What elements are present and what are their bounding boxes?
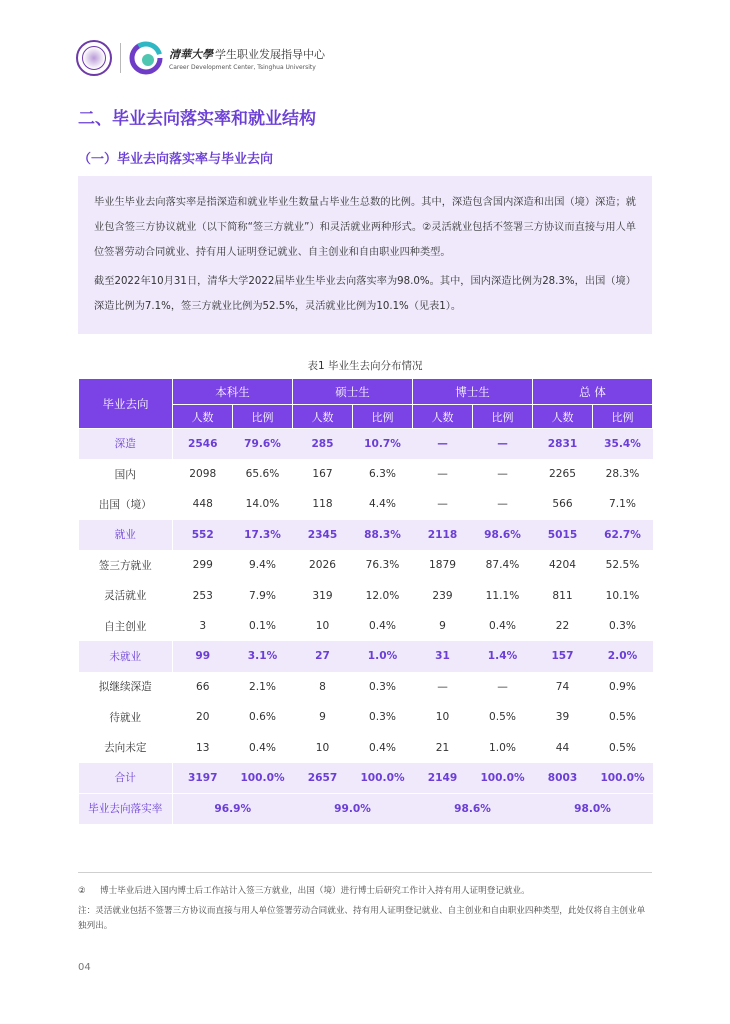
group-header: 硕士生 <box>293 379 413 405</box>
logo-english-name: Career Development Center, Tsinghua University <box>169 63 316 71</box>
count-cell: 157 <box>533 641 593 671</box>
row-label: 去向未定 <box>79 732 173 762</box>
percent-cell: 0.1% <box>249 620 276 633</box>
count-cell: 8003 <box>533 763 593 793</box>
percent-cell: 9.4% <box>249 559 276 572</box>
header-divider <box>120 43 121 73</box>
count-cell: 285 <box>293 429 353 459</box>
percent-cell: 10.1% <box>605 589 640 602</box>
percent-cell: 62.7% <box>593 520 653 550</box>
sub-header: 人数 <box>533 405 593 429</box>
percent-cell: 2.1% <box>249 680 276 693</box>
logo-center-name: 学生职业发展指导中心 <box>215 47 325 61</box>
count-cell: 167 <box>312 468 333 481</box>
count-cell: 5015 <box>533 520 593 550</box>
percent-cell: — <box>497 680 508 693</box>
destination-table <box>78 378 653 824</box>
count-cell: — <box>437 468 448 481</box>
page-number: 04 <box>78 962 91 973</box>
count-cell: 2026 <box>309 559 336 572</box>
percent-cell: 4.4% <box>369 498 396 511</box>
intro-box <box>78 176 652 334</box>
percent-cell: 17.3% <box>233 520 293 550</box>
group-header: 总 体 <box>533 379 653 405</box>
percent-cell: 0.4% <box>369 620 396 633</box>
percent-cell: 0.3% <box>609 620 636 633</box>
count-cell: 8 <box>319 680 326 693</box>
percent-cell: 0.3% <box>369 711 396 724</box>
count-cell: 2831 <box>533 429 593 459</box>
count-cell: 2118 <box>413 520 473 550</box>
count-cell: 99 <box>173 641 233 671</box>
count-cell: 448 <box>192 498 213 511</box>
count-cell: 20 <box>196 711 210 724</box>
table-row <box>79 520 653 550</box>
footnote-marker: 注： <box>78 906 96 916</box>
count-cell: 253 <box>192 589 213 602</box>
subsection-title: （一）毕业去向落实率与毕业去向 <box>78 152 274 167</box>
count-cell: — <box>437 680 448 693</box>
percent-cell: 52.5% <box>605 559 640 572</box>
percent-cell: 12.0% <box>365 589 400 602</box>
row-label: 毕业去向落实率 <box>79 793 173 823</box>
percent-cell: 88.3% <box>353 520 413 550</box>
count-cell: 299 <box>192 559 213 572</box>
percent-cell: 28.3% <box>605 468 640 481</box>
count-cell: — <box>437 498 448 511</box>
table-row <box>79 763 653 793</box>
count-cell: 811 <box>552 589 573 602</box>
footnote-1 <box>78 884 652 899</box>
percent-cell: 1.4% <box>473 641 533 671</box>
footnote-text: 灵活就业包括不签署三方协议而直接与用人单位签署劳动合同就业、持有用人证明登记就业、自主创业和自由职业四种类型，此处仅将自主创业单独列出。 <box>78 906 646 931</box>
footnote-marker: ② <box>78 886 86 896</box>
logo-text <box>169 46 325 71</box>
row-label: 待就业 <box>79 702 173 732</box>
percent-cell: — <box>497 468 508 481</box>
percent-cell: 35.4% <box>593 429 653 459</box>
footnote-2 <box>78 904 652 934</box>
count-cell: 319 <box>312 589 333 602</box>
table-caption: 表1 毕业生去向分布情况 <box>307 360 423 372</box>
count-cell: 39 <box>555 711 570 724</box>
row-label: 合计 <box>79 763 173 793</box>
table-row <box>79 429 653 459</box>
percent-cell: 1.0% <box>489 741 516 754</box>
percent-cell: 100.0% <box>233 763 293 793</box>
count-cell: 74 <box>555 680 570 693</box>
count-cell: 10 <box>315 741 330 754</box>
percent-cell: 3.1% <box>233 641 293 671</box>
row-label: 签三方就业 <box>79 550 173 580</box>
percent-cell: 10.7% <box>353 429 413 459</box>
count-cell: 4204 <box>549 559 576 572</box>
table-row <box>79 641 653 671</box>
count-cell: 1879 <box>429 559 456 572</box>
row-label: 灵活就业 <box>79 580 173 610</box>
row-label: 自主创业 <box>79 611 173 641</box>
count-cell: 2546 <box>173 429 233 459</box>
percent-cell: 100.0% <box>473 763 533 793</box>
percent-cell: 0.6% <box>249 711 276 724</box>
table-row-rate <box>79 793 653 823</box>
intro-paragraph-2: 截至2022年10月31日，清华大学2022届毕业生毕业去向落实率为98.0%。其中，国内深造比例为28.3%，出国（境）深造比例为7.1%，签三方就业比例为52.5%，灵活就业比例为10.1%（见表1）。 <box>94 276 636 312</box>
count-cell: 3 <box>199 620 207 633</box>
count-cell: 118 <box>312 498 333 511</box>
table-row <box>79 611 653 641</box>
sub-header: 人数 <box>173 405 233 429</box>
count-cell: 552 <box>173 520 233 550</box>
percent-cell: 0.5% <box>609 741 636 754</box>
percent-cell: 100.0% <box>353 763 413 793</box>
percent-cell: 65.6% <box>245 468 280 481</box>
count-cell: 13 <box>196 741 210 754</box>
row-label: 就业 <box>79 520 173 550</box>
table-row <box>79 550 653 580</box>
page-header <box>76 38 325 78</box>
group-header: 博士生 <box>413 379 533 405</box>
university-seal-icon <box>76 40 112 76</box>
table-row <box>79 702 653 732</box>
count-cell: 10 <box>315 620 330 633</box>
rate-cell: 98.0% <box>533 793 653 823</box>
rate-cell: 98.6% <box>413 793 533 823</box>
row-label: 未就业 <box>79 641 173 671</box>
percent-cell: 7.9% <box>249 589 276 602</box>
table-row <box>79 672 653 702</box>
sub-header: 比例 <box>353 405 413 429</box>
percent-cell: 76.3% <box>365 559 400 572</box>
intro-paragraph-1: 毕业生毕业去向落实率是指深造和就业毕业生数量占毕业生总数的比例。其中，深造包含国内深造和出国（境）深造；就业包含签三方协议就业（以下简称“签三方就业”）和灵活就业两种形式。②灵活就业包括不签署三方协议而直接与用人单位签署劳动合同就业、持有用人证明登记就业、自主创业和自由职业四种类型。 <box>94 197 636 258</box>
sub-header: 比例 <box>233 405 293 429</box>
row-label: 拟继续深造 <box>79 672 173 702</box>
count-cell: 2657 <box>293 763 353 793</box>
percent-cell: 0.9% <box>609 680 636 693</box>
percent-cell: — <box>497 498 508 511</box>
percent-cell: 6.3% <box>369 468 396 481</box>
percent-cell: 0.3% <box>369 680 396 693</box>
sub-header: 人数 <box>293 405 353 429</box>
footnote-divider <box>78 872 652 873</box>
percent-cell: 11.1% <box>485 589 520 602</box>
percent-cell: 0.4% <box>489 620 516 633</box>
count-cell: 566 <box>552 498 573 511</box>
count-cell: 2265 <box>549 468 576 481</box>
count-cell: — <box>413 429 473 459</box>
count-cell: 31 <box>413 641 473 671</box>
sub-header: 比例 <box>593 405 653 429</box>
count-cell: 66 <box>196 680 210 693</box>
rate-cell: 99.0% <box>293 793 413 823</box>
percent-cell: 7.1% <box>609 498 636 511</box>
table-row <box>79 489 653 519</box>
count-cell: 10 <box>435 711 450 724</box>
count-cell: 2345 <box>293 520 353 550</box>
count-cell: 3197 <box>173 763 233 793</box>
footnote-text: 博士毕业后进入国内博士后工作站计入签三方就业，出国（境）进行博士后研究工作计入持有用人证明登记就业。 <box>100 886 530 896</box>
percent-cell: 0.4% <box>369 741 396 754</box>
count-cell: 22 <box>555 620 570 633</box>
career-center-logo-icon <box>129 41 163 75</box>
sub-header: 人数 <box>413 405 473 429</box>
logo-university-name: 清華大學 <box>169 47 213 61</box>
percent-cell: 0.5% <box>609 711 636 724</box>
percent-cell: 1.0% <box>353 641 413 671</box>
percent-cell: 100.0% <box>593 763 653 793</box>
count-cell: 2149 <box>413 763 473 793</box>
count-cell: 44 <box>555 741 570 754</box>
count-cell: 21 <box>435 741 450 754</box>
percent-cell: 0.4% <box>249 741 276 754</box>
corner-header: 毕业去向 <box>79 379 173 429</box>
percent-cell: 87.4% <box>485 559 520 572</box>
percent-cell: 14.0% <box>245 498 280 511</box>
table-row <box>79 580 653 610</box>
row-label: 深造 <box>79 429 173 459</box>
count-cell: 239 <box>432 589 453 602</box>
count-cell: 2098 <box>189 468 217 481</box>
row-label: 国内 <box>79 459 173 489</box>
percent-cell: 2.0% <box>593 641 653 671</box>
row-label: 出国（境） <box>79 489 173 519</box>
section-title: 二、毕业去向落实率和就业结构 <box>78 109 316 129</box>
percent-cell: 98.6% <box>473 520 533 550</box>
table-row <box>79 459 653 489</box>
count-cell: 27 <box>293 641 353 671</box>
percent-cell: 0.5% <box>489 711 516 724</box>
table-body <box>79 429 653 824</box>
sub-header: 比例 <box>473 405 533 429</box>
count-cell: 9 <box>319 711 326 724</box>
group-header: 本科生 <box>173 379 293 405</box>
rate-cell: 96.9% <box>173 793 293 823</box>
count-cell: 9 <box>439 620 446 633</box>
table-row <box>79 732 653 762</box>
percent-cell: 79.6% <box>233 429 293 459</box>
percent-cell: — <box>473 429 533 459</box>
